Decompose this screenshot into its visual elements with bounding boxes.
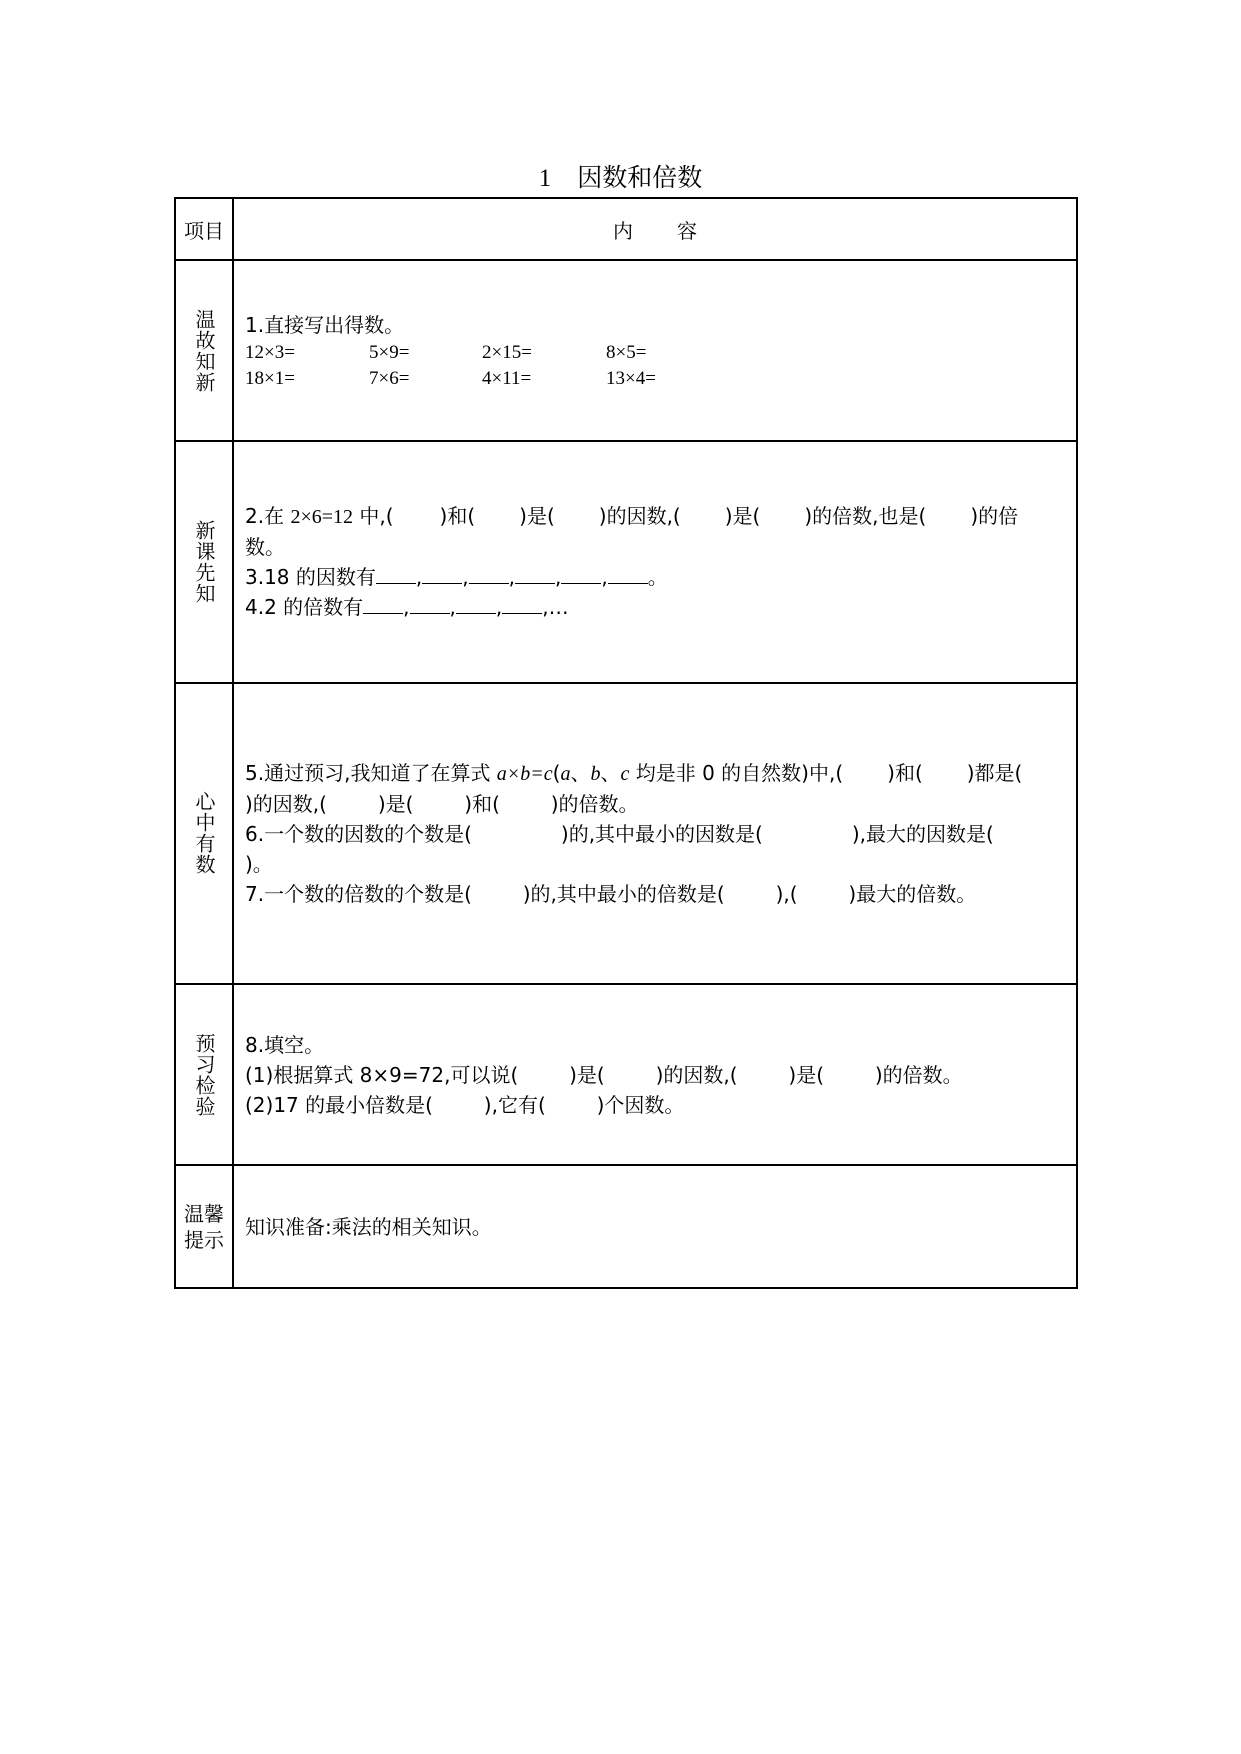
row-tips bbox=[175, 1165, 1077, 1288]
q2-text: 中,( bbox=[353, 504, 394, 529]
calc-row-1 bbox=[245, 340, 1066, 366]
q2-text: )的倍数,也是( bbox=[804, 504, 927, 529]
q5-text: 、 bbox=[600, 760, 621, 785]
row-label-tips bbox=[175, 1165, 233, 1288]
row-label-understanding: 心中有数 bbox=[175, 683, 233, 985]
row-content-preview bbox=[233, 441, 1077, 682]
q3: 3.18 的因数有 , , , , , 。 bbox=[245, 565, 668, 590]
answer-blank[interactable] bbox=[515, 563, 555, 584]
q5-var: a bbox=[560, 762, 571, 785]
q5-var: b bbox=[590, 762, 601, 785]
q6-line-1: 6.一个数的因数的个数是( )的,其中最小的因数是( ),最大的因数是( bbox=[245, 821, 994, 846]
q5-text: 、 bbox=[570, 760, 591, 785]
answer-blank[interactable] bbox=[376, 563, 416, 584]
q2-text: 2.在 bbox=[245, 504, 291, 529]
calc-row-2 bbox=[245, 366, 1066, 392]
q2-text: )的因数,( bbox=[598, 504, 681, 529]
q4-end: ,… bbox=[542, 595, 569, 620]
title-number: 1 bbox=[538, 165, 552, 192]
tips-label-line: 提示 bbox=[184, 1227, 224, 1252]
header-content: 内容 bbox=[233, 198, 1077, 260]
q4-text: 4.2 的倍数有 bbox=[245, 595, 364, 620]
answer-blank[interactable] bbox=[422, 563, 462, 584]
q2-text: )是( bbox=[724, 504, 761, 529]
tips-label-line: 温馨 bbox=[184, 1201, 224, 1226]
page-title bbox=[0, 158, 1241, 194]
q2-text: )是( bbox=[519, 504, 555, 529]
q7: 7.一个数的倍数的个数是( )的,其中最小的倍数是( ),( )最大的倍数。 bbox=[245, 881, 977, 906]
q6-line-2: )。 bbox=[245, 851, 273, 876]
calc-item: 7×6= bbox=[369, 367, 410, 389]
q5-text: 均是非 0 的自然数)中,( bbox=[629, 760, 844, 785]
row-check bbox=[175, 984, 1077, 1165]
q3-end: 。 bbox=[647, 565, 668, 590]
calc-item: 2×15= bbox=[482, 341, 532, 363]
title-text: 因数和倍数 bbox=[577, 163, 703, 192]
q5-text: ( bbox=[552, 760, 561, 785]
row-label-preview: 新课先知 bbox=[175, 441, 233, 682]
q2-line-1 bbox=[245, 501, 1066, 532]
answer-blank[interactable] bbox=[410, 593, 450, 614]
answer-blank[interactable] bbox=[469, 563, 509, 584]
worksheet-table bbox=[174, 197, 1078, 1289]
q5-text: 5.通过预习,我知道了在算式 bbox=[245, 760, 497, 785]
q2-line-2: 数。 bbox=[245, 535, 285, 560]
calc-item: 4×11= bbox=[482, 367, 532, 389]
row-content-check bbox=[233, 984, 1077, 1165]
row-label-check: 预习检验 bbox=[175, 984, 233, 1165]
q3-text: 3.18 的因数有 bbox=[245, 565, 376, 590]
calc-item: 5×9= bbox=[369, 341, 410, 363]
q5-formula: a×b=c bbox=[496, 762, 553, 785]
q5-line-1 bbox=[245, 758, 1066, 789]
q5-var: c bbox=[620, 762, 630, 785]
q5-line-2: )的因数,( )是( )和( )的倍数。 bbox=[245, 791, 639, 816]
row-label-review: 温故知新 bbox=[175, 260, 233, 441]
q2-text: )和( bbox=[439, 504, 476, 529]
q1-title: 1.直接写出得数。 bbox=[245, 312, 405, 337]
answer-blank[interactable] bbox=[608, 563, 648, 584]
calc-item: 13×4= bbox=[606, 367, 656, 389]
q8-2: (2)17 的最小倍数是( ),它有( )个因数。 bbox=[245, 1092, 685, 1117]
row-preview bbox=[175, 441, 1077, 682]
header-item: 项目 bbox=[175, 198, 233, 260]
row-understanding bbox=[175, 683, 1077, 985]
answer-blank[interactable] bbox=[502, 593, 542, 614]
q8-1: (1)根据算式 8×9=72,可以说( )是( )的因数,( )是( )的倍数。 bbox=[245, 1062, 963, 1087]
row-content-understanding bbox=[233, 683, 1077, 985]
calc-item: 18×1= bbox=[245, 367, 295, 389]
row-review bbox=[175, 260, 1077, 441]
q5-text: )都是( bbox=[966, 760, 1023, 785]
answer-blank[interactable] bbox=[363, 593, 403, 614]
calc-item: 8×5= bbox=[606, 341, 647, 363]
header-row bbox=[175, 198, 1077, 260]
answer-blank[interactable] bbox=[561, 563, 601, 584]
q8-title: 8.填空。 bbox=[245, 1032, 325, 1057]
row-content-review bbox=[233, 260, 1077, 441]
row-content-tips: 知识准备:乘法的相关知识。 bbox=[233, 1165, 1077, 1288]
q4: 4.2 的倍数有 , , , ,… bbox=[245, 595, 569, 620]
q2-equation: 2×6=12 bbox=[290, 506, 354, 529]
calc-item: 12×3= bbox=[245, 341, 295, 363]
q2-text: )的倍 bbox=[970, 504, 1019, 529]
q5-text: )和( bbox=[887, 760, 923, 785]
answer-blank[interactable] bbox=[456, 593, 496, 614]
